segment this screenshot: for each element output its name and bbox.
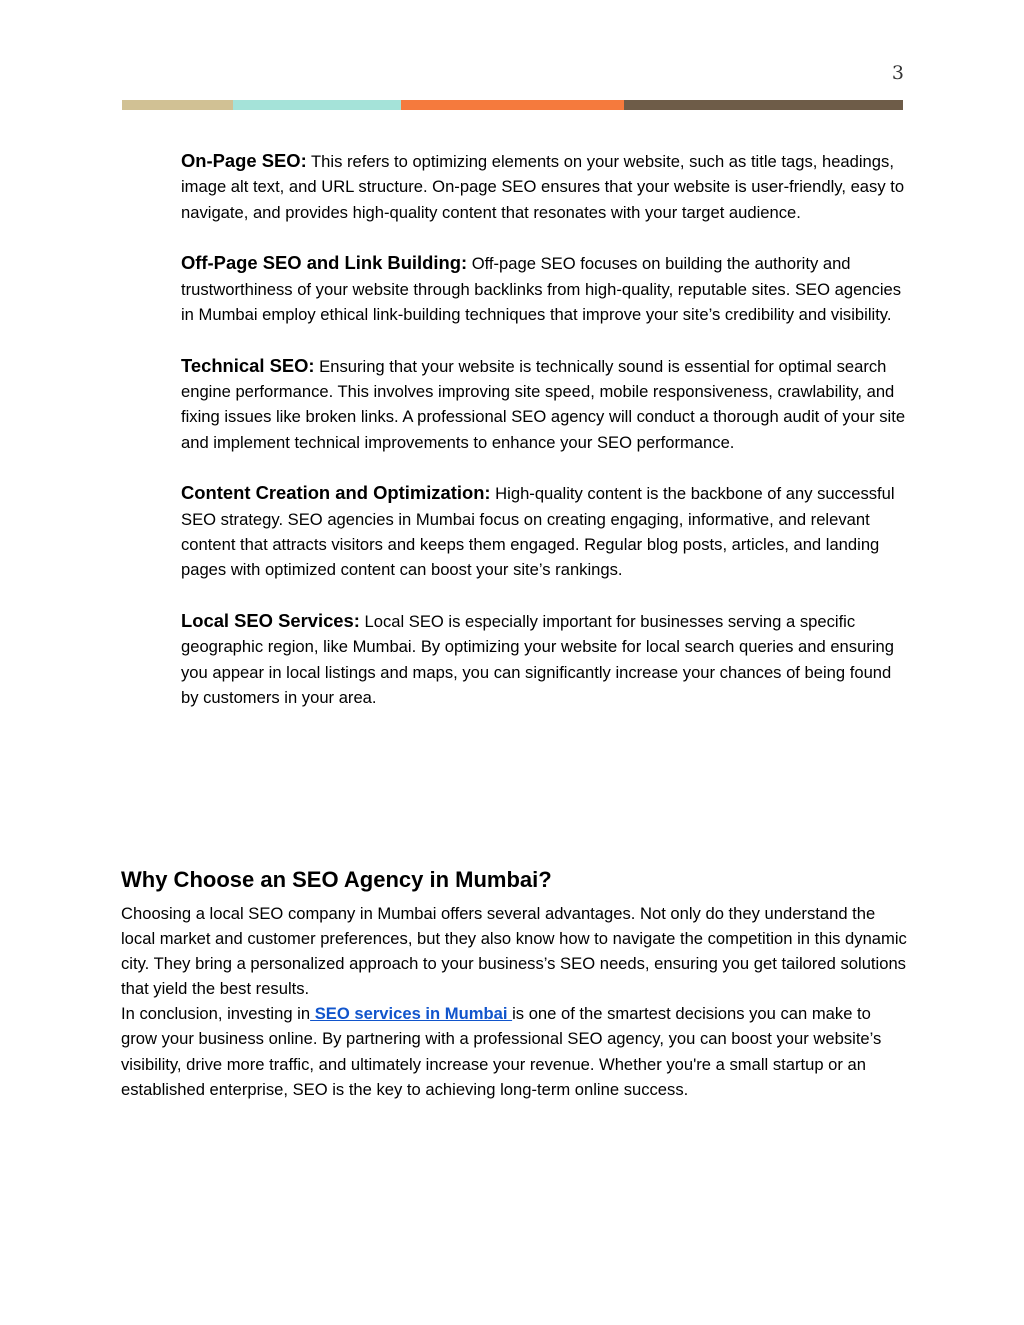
section-paragraph-advantages: Choosing a local SEO company in Mumbai offers several advantages. Not only do they understand the local market and customer preferences, but they also know how to navigate the competition in this dynamic city. They bring a personalized approach to your business’s SEO needs, ensuring you get tailored solutions that yield the best results. — [121, 904, 907, 999]
service-term: Content Creation and Optimization: — [181, 482, 491, 504]
service-description: This refers to optimizing elements on your website, such as title tags, headings, image alt text, and URL structure. On-page SEO ensures that your website is user-friendly, easy to navigate, and provides high-quality content that resonates with your target audience. — [181, 152, 905, 222]
service-description: Ensuring that your website is technically sound is essential for optimal search engine performance. This involves improving site speed, mobile responsiveness, crawlability, and fixing issues like broken links. A professional SEO agency will conduct a thorough audit of your site and implement technical improvements to enhance your SEO performance. — [181, 356, 906, 452]
why-choose-section — [121, 865, 911, 1102]
color-bar-segment-3 — [401, 100, 624, 110]
page-number: 3 — [891, 62, 904, 84]
service-item-technical-seo — [181, 353, 906, 455]
service-term: Off-Page SEO and Link Building: — [181, 252, 468, 274]
color-bar-segment-1 — [122, 100, 233, 110]
section-paragraph-conclusion — [121, 1001, 911, 1101]
decorative-color-bar — [122, 100, 903, 110]
conclusion-text-before: In conclusion, investing in — [121, 1004, 311, 1024]
service-description: High-quality content is the backbone of any successful SEO strategy. SEO agencies in Mumbai focus on creating engaging, informative, and relevant content that attracts visitors and keeps them engaged. Regular blog posts, articles, and landing pages with optimized content can boost your site’s rankings. — [181, 484, 895, 580]
color-bar-segment-2 — [233, 100, 401, 110]
service-item-off-page-seo — [181, 250, 906, 327]
conclusion-text-after: is one of the smartest decisions you can make to grow your business online. By partnering with a professional SEO agency, you can boost your website’s visibility, drive more traffic, and ultimately increase your revenue. Whether you're a small startup or an established enterprise, SEO is the key to achieving long-term online success. — [121, 1004, 882, 1099]
service-description: Local SEO is especially important for businesses serving a specific geographic region, like Mumbai. By optimizing your website for local search queries and ensuring you appear in local listings and maps, you can significantly increase your chances of being found by customers in your area. — [181, 612, 894, 708]
services-list — [181, 148, 906, 736]
seo-services-link[interactable]: SEO services in Mumbai — [310, 1004, 513, 1024]
service-term: Technical SEO: — [181, 354, 315, 376]
section-heading: Why Choose an SEO Agency in Mumbai? — [121, 867, 552, 892]
color-bar-segment-4 — [624, 100, 903, 110]
service-description: Off-page SEO focuses on building the authority and trustworthiness of your website through backlinks from high-quality, reputable sites. SEO agencies in Mumbai employ ethical link-building techniques that improve your site’s credibility and visibility. — [181, 254, 902, 324]
service-item-content-creation — [181, 480, 906, 582]
service-item-on-page-seo — [181, 148, 906, 225]
service-item-local-seo — [181, 608, 906, 710]
service-term: On-Page SEO: — [181, 150, 307, 171]
service-term: Local SEO Services: — [181, 610, 360, 632]
